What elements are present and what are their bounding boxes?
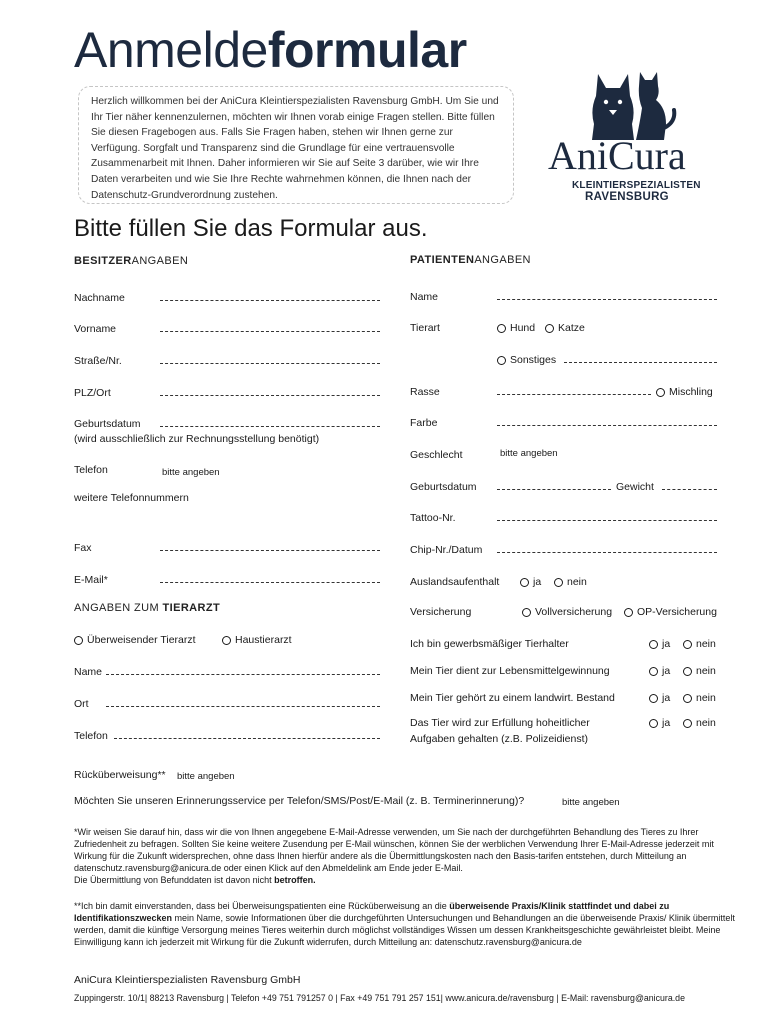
owner-birthdate-label: Geburtsdatum: [74, 418, 141, 430]
question-food-label: Mein Tier dient zur Lebensmittelgewinnung: [410, 665, 610, 677]
question-farm-yes-option[interactable]: ja: [649, 692, 670, 704]
owner-email-label: E-Mail*: [74, 574, 108, 586]
radio-circle-icon: [497, 324, 506, 333]
form-heading: Bitte füllen Sie das Formular aus.: [74, 215, 428, 242]
question-commercial-no-option[interactable]: nein: [683, 638, 716, 650]
patient-abroad-yes-option[interactable]: ja: [520, 576, 541, 588]
owner-fax-field[interactable]: [160, 550, 380, 551]
owner-lastname-label: Nachname: [74, 292, 125, 304]
company-address: Zuppingerstr. 10/1| 88213 Ravensburg | Telefon +49 751 791257 0 | Fax +49 751 791 257 151| www.anicura.de/ravensburg | E-Mail: ravensburg@anicura.de: [74, 993, 685, 1003]
radio-circle-icon: [649, 719, 658, 728]
logo-location: RAVENSBURG: [585, 191, 669, 203]
radio-circle-icon: [554, 578, 563, 587]
patient-abroad-no-option[interactable]: nein: [554, 576, 587, 588]
referral-return-label: Rücküberweisung**: [74, 769, 166, 781]
patient-color-field[interactable]: [497, 425, 717, 426]
patient-tattoo-field[interactable]: [497, 520, 717, 521]
patient-breed-label: Rasse: [410, 386, 440, 398]
logo-wordmark: AniCura: [548, 133, 686, 178]
patient-other-field[interactable]: [564, 362, 717, 363]
reminder-input[interactable]: bitte angeben: [562, 797, 620, 808]
owner-street-field[interactable]: [160, 363, 380, 364]
company-name: AniCura Kleintierspezialisten Ravensburg GmbH: [74, 974, 301, 986]
question-official-yes-option[interactable]: ja: [649, 717, 670, 729]
radio-circle-icon: [497, 356, 506, 365]
radio-circle-icon: [649, 640, 658, 649]
owner-phone-label: Telefon: [74, 464, 108, 476]
patient-species-label: Tierart: [410, 322, 440, 334]
question-commercial-label: Ich bin gewerbsmäßiger Tierhalter: [410, 638, 569, 650]
owner-street-label: Straße/Nr.: [74, 355, 122, 367]
patient-color-label: Farbe: [410, 417, 438, 429]
patient-abroad-label: Auslandsaufenthalt: [410, 576, 500, 588]
question-official-label-2: Aufgaben gehalten (z.B. Polizeidienst): [410, 733, 589, 745]
logo-subtitle: KLEINTIERSPEZIALISTEN: [572, 180, 701, 191]
patient-mixed-option[interactable]: Mischling: [656, 386, 713, 398]
owner-email-field[interactable]: [160, 582, 380, 583]
footnote-email: *Wir weisen Sie darauf hin, dass wir die von Ihnen angegebene E-Mail-Adresse verwenden, um Sie nach der durchgeführten Behandlung des Tieres zu Ihrer Zufriedenheit zu befragen. Sollten Sie keine weitere Zusendung per E-Mail wünschen, können Sie der werblichen Verwendung Ihrer E-Mail-Adresse jederzeit mit Wirkung für die Zukunft widersprechen, ohne dass Ihnen hierfür andere als die Übermittlungskosten nach den Basis-tarifen entstehen, durch Mitteilung an datenschutz.ravensburg@anicura.de oder einen Klick auf den Abmeldelink am Ende jeder E-Mail. Die Übermittlung von Befunddaten ist davon nicht betroffen.: [74, 827, 714, 885]
radio-circle-icon: [520, 578, 529, 587]
patient-cat-option[interactable]: Katze: [545, 322, 585, 334]
radio-circle-icon: [649, 694, 658, 703]
patient-insurance-label: Versicherung: [410, 606, 472, 618]
patient-other-option[interactable]: Sonstiges: [497, 354, 556, 366]
radio-circle-icon: [649, 667, 658, 676]
owner-firstname-label: Vorname: [74, 323, 117, 335]
owner-birthdate-note: (wird ausschließlich zur Rechnungsstellung benötigt): [74, 433, 320, 445]
patient-section-title: PATIENTENANGABEN: [410, 254, 531, 266]
owner-zip-field[interactable]: [160, 395, 380, 396]
owner-other-phones-label: weitere Telefonnummern: [74, 492, 189, 504]
page-title: Anmeldeformular: [74, 22, 467, 78]
question-official-no-option[interactable]: nein: [683, 717, 716, 729]
reminder-label: Möchten Sie unseren Erinnerungsservice per Telefon/SMS/Post/E-Mail (z. B. Terminerinnerung)?: [74, 795, 525, 807]
radio-circle-icon: [74, 636, 83, 645]
patient-sex-label: Geschlecht: [410, 449, 463, 461]
radio-circle-icon: [683, 640, 692, 649]
vet-city-label: Ort: [74, 698, 89, 710]
radio-circle-icon: [683, 719, 692, 728]
owner-lastname-field[interactable]: [160, 300, 380, 301]
patient-tattoo-label: Tattoo-Nr.: [410, 512, 456, 524]
patient-name-field[interactable]: [497, 299, 717, 300]
owner-phone-input[interactable]: bitte angeben: [162, 467, 220, 478]
vet-house-option[interactable]: Haustierarzt: [222, 634, 292, 646]
patient-name-label: Name: [410, 291, 439, 303]
question-food-no-option[interactable]: nein: [683, 665, 716, 677]
question-farm-no-option[interactable]: nein: [683, 692, 716, 704]
patient-breed-field[interactable]: [497, 394, 651, 395]
patient-dog-option[interactable]: Hund: [497, 322, 535, 334]
patient-weight-label: Gewicht: [616, 481, 654, 493]
vet-phone-field[interactable]: [114, 738, 380, 739]
vet-phone-label: Telefon: [74, 730, 108, 742]
radio-circle-icon: [624, 608, 633, 617]
patient-birthdate-label: Geburtsdatum: [410, 481, 477, 493]
vet-section-title: ANGABEN ZUM TIERARZT: [74, 602, 221, 614]
referral-return-input[interactable]: bitte angeben: [177, 771, 235, 782]
vet-name-field[interactable]: [106, 674, 380, 675]
patient-full-insurance-option[interactable]: Vollversicherung: [522, 606, 612, 618]
radio-circle-icon: [683, 667, 692, 676]
vet-referring-option[interactable]: Überweisender Tierarzt: [74, 634, 196, 646]
radio-circle-icon: [656, 388, 665, 397]
radio-circle-icon: [222, 636, 231, 645]
owner-fax-label: Fax: [74, 542, 92, 554]
patient-chip-field[interactable]: [497, 552, 717, 553]
question-food-yes-option[interactable]: ja: [649, 665, 670, 677]
question-commercial-yes-option[interactable]: ja: [649, 638, 670, 650]
patient-sex-input[interactable]: bitte angeben: [500, 448, 558, 459]
owner-zip-label: PLZ/Ort: [74, 387, 111, 399]
patient-op-insurance-option[interactable]: OP-Versicherung: [624, 606, 717, 618]
question-official-label: Das Tier wird zur Erfüllung hoheitlicher: [410, 717, 590, 729]
owner-firstname-field[interactable]: [160, 331, 380, 332]
radio-circle-icon: [545, 324, 554, 333]
owner-birthdate-field[interactable]: [160, 426, 380, 427]
intro-text: Herzlich willkommen bei der AniCura Kleintierspezialisten Ravensburg GmbH. Um Sie und Ihr Tier näher kennenzulernen, möchten wir Ihnen vorab einige Fragen stellen. Bitte füllen Sie diesen Fragebogen aus. Falls Sie Fragen haben, stehen wir Ihnen gerne zur Verfügung. Sorgfalt und Transparenz sind die Grundlage für eine vertrauensvolle Zusammenarbeit mit Ihnen. Daher informieren wir Sie auf Seite 3 darüber, wie wir Ihre Daten verarbeiten und wie Sie Ihre Rechte wahrnehmen können, die Ihnen nach der Datenschutz-Grundverordnung zustehen.: [78, 86, 514, 204]
question-farm-label: Mein Tier gehört zu einem landwirt. Bestand: [410, 692, 615, 704]
patient-chip-label: Chip-Nr./Datum: [410, 544, 483, 556]
patient-birthdate-field[interactable]: [497, 489, 611, 490]
vet-city-field[interactable]: [106, 706, 380, 707]
patient-weight-field[interactable]: [662, 489, 717, 490]
owner-section-title: BESITZERANGABEN: [74, 255, 189, 267]
radio-circle-icon: [683, 694, 692, 703]
vet-name-label: Name: [74, 666, 103, 678]
radio-circle-icon: [522, 608, 531, 617]
footnote-referral: **Ich bin damit einverstanden, dass bei Überweisungspatienten eine Rücküberweisung an die überweisende Praxis/Klinik stattfindet und dabei zu Identifikationszwecken mein Name, sowie Informationen über die durchgeführten Untersuchungen und Behandlungen an die überweisende Praxis/ Klinik übermittelt werden, damit die künftige Versorgung meines Tieres weiterhin durch möglichst vollständiges Wissen um dessen Krankheitsgeschichte gewährleistet bleibt. Meine Einwilligung kann ich jederzeit mit Wirkung für die Zukunft widerrufen, durch Mitteilung an: datenschutz.ravensburg@anicura.de: [74, 901, 735, 947]
